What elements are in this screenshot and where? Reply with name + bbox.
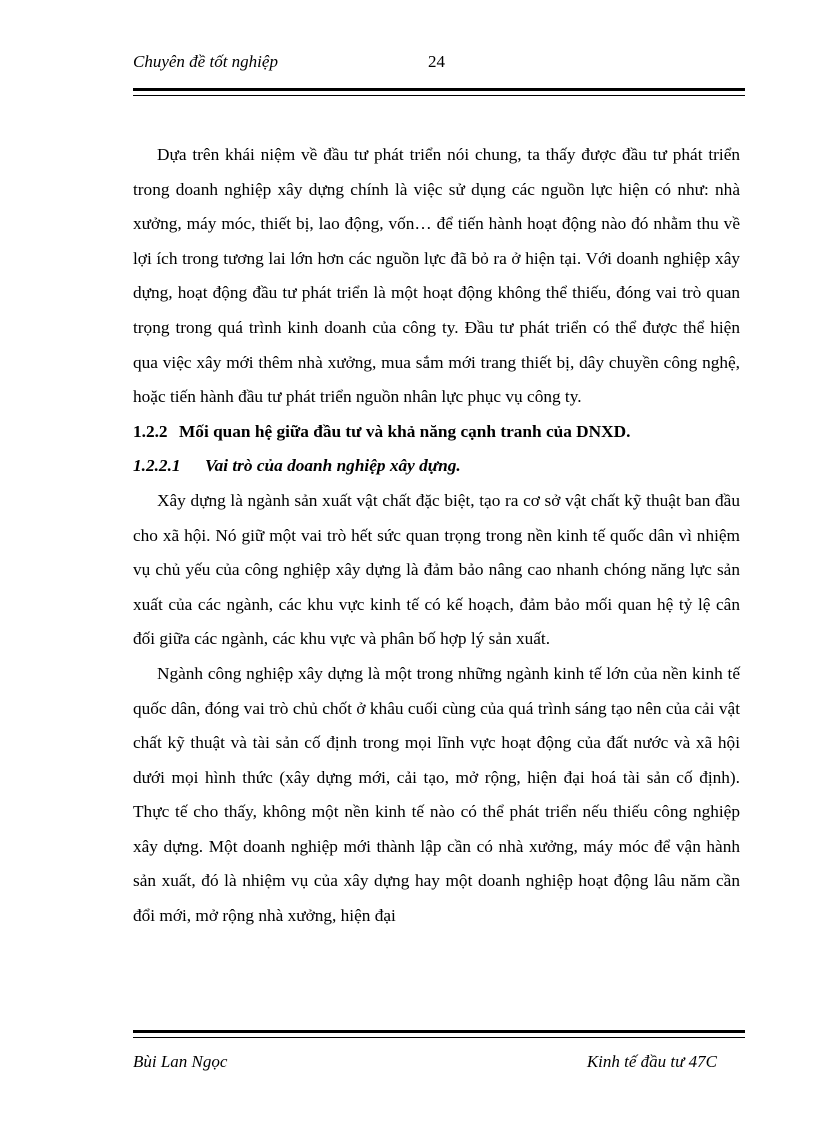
page-footer: [133, 1052, 745, 1076]
section-number: 1.2.2: [133, 421, 168, 441]
page-body: [133, 138, 740, 934]
paragraph-industry: Ngành công nghiệp xây dựng là một trong những ngành kinh tế lớn của nền kinh tế quốc dân, đóng vai trò chủ chốt ở khâu cuối cùng của quá trình sáng tạo nên của cải vật chất kỹ thuật và tài sản cố định trong mọi lĩnh vực hoạt động của đất nước và xã hội dưới mọi hình thức (xây dựng mới, cải tạo, mở rộng, hiện đại hoá tài sản cố định). Thực tế cho thấy, không một nền kinh tế nào có thể phát triển nếu thiếu công nghiệp xây dựng. Một doanh nghiệp mới thành lập cần có nhà xưởng, máy móc để vận hành sản xuất, đó là nhiệm vụ của xây dựng hay một doanh nghiệp hoạt động lâu năm cần đổi mới, mở rộng nhà xưởng, hiện đại: [133, 663, 740, 926]
section-heading: [133, 415, 740, 450]
subsection-title: Vai trò của doanh nghiệp xây dựng.: [205, 456, 461, 476]
footer-rule: [133, 1030, 745, 1038]
page-header: [133, 52, 745, 78]
footer-course: Kinh tế đầu tư 47C: [586, 1052, 717, 1071]
paragraph-role: Xây dựng là ngành sản xuất vật chất đặc biệt, tạo ra cơ sở vật chất kỹ thuật ban đầu cho xã hội. Nó giữ một vai trò hết sức quan trọng trong nền kinh tế quốc dân vì nhiệm vụ chủ yếu của công nghiệp xây dựng là đảm bảo nâng cao nhanh chóng năng lực sản xuất của các ngành, các khu vực kinh tế có kế hoạch, đảm bảo mối quan hệ tỷ lệ cân đối giữa các ngành, các khu vực và phân bố hợp lý sản xuất.: [133, 490, 740, 649]
document-title: Chuyên đề tốt nghiệp: [133, 52, 278, 71]
header-rule: [133, 88, 745, 96]
subsection-heading: [133, 449, 740, 484]
section-title: Mối quan hệ giữa đầu tư và khả năng cạnh tranh của DNXD.: [179, 421, 631, 441]
intro-paragraph: Dựa trên khái niệm về đầu tư phát triển nói chung, ta thấy được đầu tư phát triển trong doanh nghiệp xây dựng chính là việc sử dụng các nguồn lực hiện có như: nhà xưởng, máy móc, thiết bị, lao động, vốn… để tiến hành hoạt động nào đó nhằm thu về lợi ích trong tương lai lớn hơn các nguồn lực đã bỏ ra ở hiện tại. Với doanh nghiệp xây dựng, hoạt động đầu tư phát triển là một hoạt động không thể thiếu, đóng vai trò quan trọng trong quá trình kinh doanh của công ty. Đầu tư phát triển có thể được thể hiện qua việc xây mới thêm nhà xưởng, mua sắm mới trang thiết bị, dây chuyền công nghệ, hoặc tiến hành đầu tư phát triển nguồn nhân lực phục vụ công ty.: [133, 145, 740, 407]
page-number: 24: [428, 52, 445, 71]
subsection-number: 1.2.2.1: [133, 456, 181, 476]
footer-author: Bùi Lan Ngọc: [133, 1052, 228, 1071]
